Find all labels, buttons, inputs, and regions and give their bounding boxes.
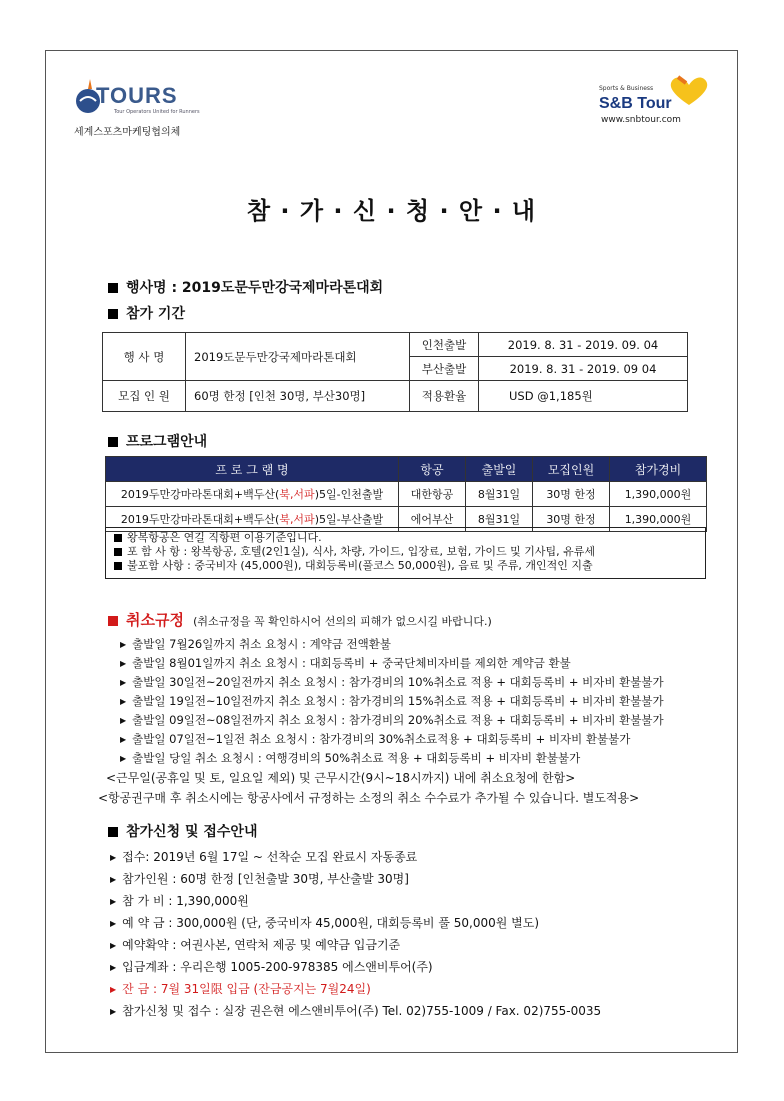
- snb-tiny-label: Sports & Business: [599, 85, 654, 92]
- triangle-bullet-icon: ▶: [120, 640, 127, 649]
- program-name: 2019두만강마라톤대회+백두산(북,서파)5일-인천출발: [106, 482, 399, 507]
- triangle-bullet-icon: ▶: [110, 919, 117, 928]
- triangle-bullet-icon: ▶: [110, 985, 117, 994]
- square-bullet-icon: [108, 437, 118, 447]
- snb-brand: S&B Tour: [599, 95, 672, 112]
- program-notes: [105, 527, 706, 579]
- triangle-bullet-icon: ▶: [120, 697, 127, 706]
- airline-cell: 대한항공: [399, 482, 466, 507]
- note-item: 왕복항공은 연길 직항편 이용기준입니다.: [114, 531, 697, 545]
- list-item: ▶ 예 약 금 : 300,000원 (단, 중국비자 45,000원, 대회등록비 풀 50,000원 별도): [110, 916, 539, 930]
- col-airline: 항공: [399, 457, 466, 482]
- triangle-bullet-icon: ▶: [120, 659, 127, 668]
- list-item: ▶ 예약확약 : 여권사본, 연락처 제공 및 예약금 입금기준: [110, 938, 401, 952]
- balance-due-item: ▶ 잔 금 : 7월 31일限 입금 (잔금공지는 7월24일): [110, 982, 371, 996]
- list-item: ▶ 출발일 07일전~1일전 취소 요청시 : 참가경비의 30%취소료적용 + 대회등록비 + 비자비 환불불가: [120, 732, 631, 746]
- list-item: ▶ 출발일 30일전~20일전까지 취소 요청시 : 참가경비의 10%취소료 적용 + 대회등록비 + 비자비 환불불가: [120, 675, 664, 689]
- cancel-note-hours: <근무일(공휴일 및 토, 일요일 제외) 및 근무시간(9시~18시까지) 내에 취소요청에 한함>: [106, 771, 576, 785]
- triangle-bullet-icon: ▶: [110, 1007, 117, 1016]
- busan-dates: 2019. 8. 31 - 2019. 09 04: [479, 357, 688, 381]
- square-bullet-icon: [108, 309, 118, 319]
- col-price: 참가경비: [610, 457, 707, 482]
- triangle-bullet-icon: ▶: [110, 875, 117, 884]
- apply-heading: 참가신청 및 접수안내: [108, 821, 257, 841]
- price-cell: 1,390,000원: [610, 482, 707, 507]
- recruit-label: 모집 인 원: [103, 381, 186, 412]
- red-square-bullet-icon: [108, 616, 118, 626]
- cancel-heading: 취소규정 (취소규정을 꼭 확인하시어 선의의 피해가 없으시길 바랍니다.): [108, 609, 492, 630]
- list-item: ▶ 참 가 비 : 1,390,000원: [110, 894, 249, 908]
- col-quota: 모집인원: [533, 457, 610, 482]
- event-info-table: [102, 332, 688, 412]
- price-cell: 1,390,000원: [610, 507, 707, 532]
- note-item: 포 함 사 항 : 왕복항공, 호텔(2인1실), 식사, 차량, 가이드, 입장료, 보험, 가이드 및 기사팁, 유류세: [114, 545, 697, 559]
- list-item: ▶ 출발일 당일 취소 요청시 : 여행경비의 50%취소료 적용 + 대회등록비 + 비자비 환불불가: [120, 751, 581, 765]
- list-item: ▶ 출발일 19일전~10일전까지 취소 요청시 : 참가경비의 15%취소료 적용 + 대회등록비 + 비자비 환불불가: [120, 694, 664, 708]
- list-item: ▶ 출발일 09일전~08일전까지 취소 요청시 : 참가경비의 20%취소료 적용 + 대회등록비 + 비자비 환불불가: [120, 713, 664, 727]
- list-item: ▶ 접수: 2019년 6월 17일 ~ 선착순 모집 완료시 자동종료: [110, 850, 418, 864]
- date-cell: 8월31일: [466, 507, 533, 532]
- rate-label: 적용환율: [410, 381, 479, 412]
- event-value: 2019도문두만강국제마라톤대회: [186, 333, 410, 381]
- tours-tagline: Tour Operators United for Runners: [114, 109, 200, 115]
- date-cell: 8월31일: [466, 482, 533, 507]
- square-bullet-icon: [114, 548, 122, 556]
- snb-tour-logo: [596, 73, 726, 133]
- triangle-bullet-icon: ▶: [110, 897, 117, 906]
- triangle-bullet-icon: ▶: [120, 678, 127, 687]
- snb-url: www.snbtour.com: [601, 115, 681, 125]
- triangle-bullet-icon: ▶: [110, 941, 117, 950]
- square-bullet-icon: [108, 283, 118, 293]
- square-bullet-icon: [108, 827, 118, 837]
- incheon-dates: 2019. 8. 31 - 2019. 09. 04: [479, 333, 688, 357]
- triangle-bullet-icon: ▶: [120, 735, 127, 744]
- list-item: ▶ 입금계좌 : 우리은행 1005-200-978385 에스앤비투어(주): [110, 960, 433, 974]
- square-bullet-icon: [114, 562, 122, 570]
- tours-logo: [74, 71, 204, 141]
- program-table-header: [106, 457, 707, 482]
- document-page: [45, 50, 738, 1053]
- triangle-bullet-icon: ▶: [120, 754, 127, 763]
- tours-brand: TOURS: [96, 83, 178, 108]
- list-item: ▶ 참가신청 및 접수 : 실장 권은현 에스앤비투어(주) Tel. 02)755-1009 / Fax. 02)755-0035: [110, 1004, 602, 1018]
- triangle-bullet-icon: ▶: [110, 963, 117, 972]
- busan-label: 부산출발: [410, 357, 479, 381]
- square-bullet-icon: [114, 534, 122, 542]
- incheon-label: 인천출발: [410, 333, 479, 357]
- tours-org-name: 세계스포츠마케팅협의체: [74, 127, 181, 138]
- note-item: 불포함 사항 : 중국비자 (45,000원), 대회등록비(풀코스 50,000원), 음료 및 주류, 개인적인 지출: [114, 559, 697, 573]
- program-table: [105, 456, 707, 532]
- list-item: ▶ 출발일 7월26일까지 취소 요청시 : 계약금 전액환불: [120, 637, 391, 651]
- col-date: 출발일: [466, 457, 533, 482]
- quota-cell: 30명 한정: [533, 482, 610, 507]
- list-item: ▶ 출발일 8월01일까지 취소 요청시 : 대회등록비 + 중국단체비자비를 제외한 계약금 환불: [120, 656, 571, 670]
- period-heading: 참가 기간: [108, 303, 185, 323]
- triangle-bullet-icon: ▶: [120, 716, 127, 725]
- program-heading: 프로그램안내: [108, 431, 207, 451]
- col-program-name: 프 로 그 램 명: [106, 457, 399, 482]
- recruit-value: 60명 한정 [인천 30명, 부산30명]: [186, 381, 410, 412]
- cancel-subnote: (취소규정을 꼭 확인하시어 선의의 피해가 없으시길 바랍니다.): [193, 615, 492, 628]
- table-row: [106, 482, 707, 507]
- list-item: ▶ 참가인원 : 60명 한정 [인천출발 30명, 부산출발 30명]: [110, 872, 409, 886]
- program-name: 2019두만강마라톤대회+백두산(북,서파)5일-부산출발: [106, 507, 399, 532]
- rate-value: USD @1,185원: [479, 381, 688, 412]
- quota-cell: 30명 한정: [533, 507, 610, 532]
- cancel-note-airline: <항공권구매 후 취소시에는 항공사에서 규정하는 소정의 취소 수수료가 추가될 수 있습니다. 별도적용>: [98, 791, 640, 805]
- page-title: 참 · 가 · 신 · 청 · 안 · 내: [246, 197, 537, 225]
- event-heading: 행사명 : 2019도문두만강국제마라톤대회: [108, 277, 383, 297]
- triangle-bullet-icon: ▶: [110, 853, 117, 862]
- event-label: 행 사 명: [103, 333, 186, 381]
- airline-cell: 에어부산: [399, 507, 466, 532]
